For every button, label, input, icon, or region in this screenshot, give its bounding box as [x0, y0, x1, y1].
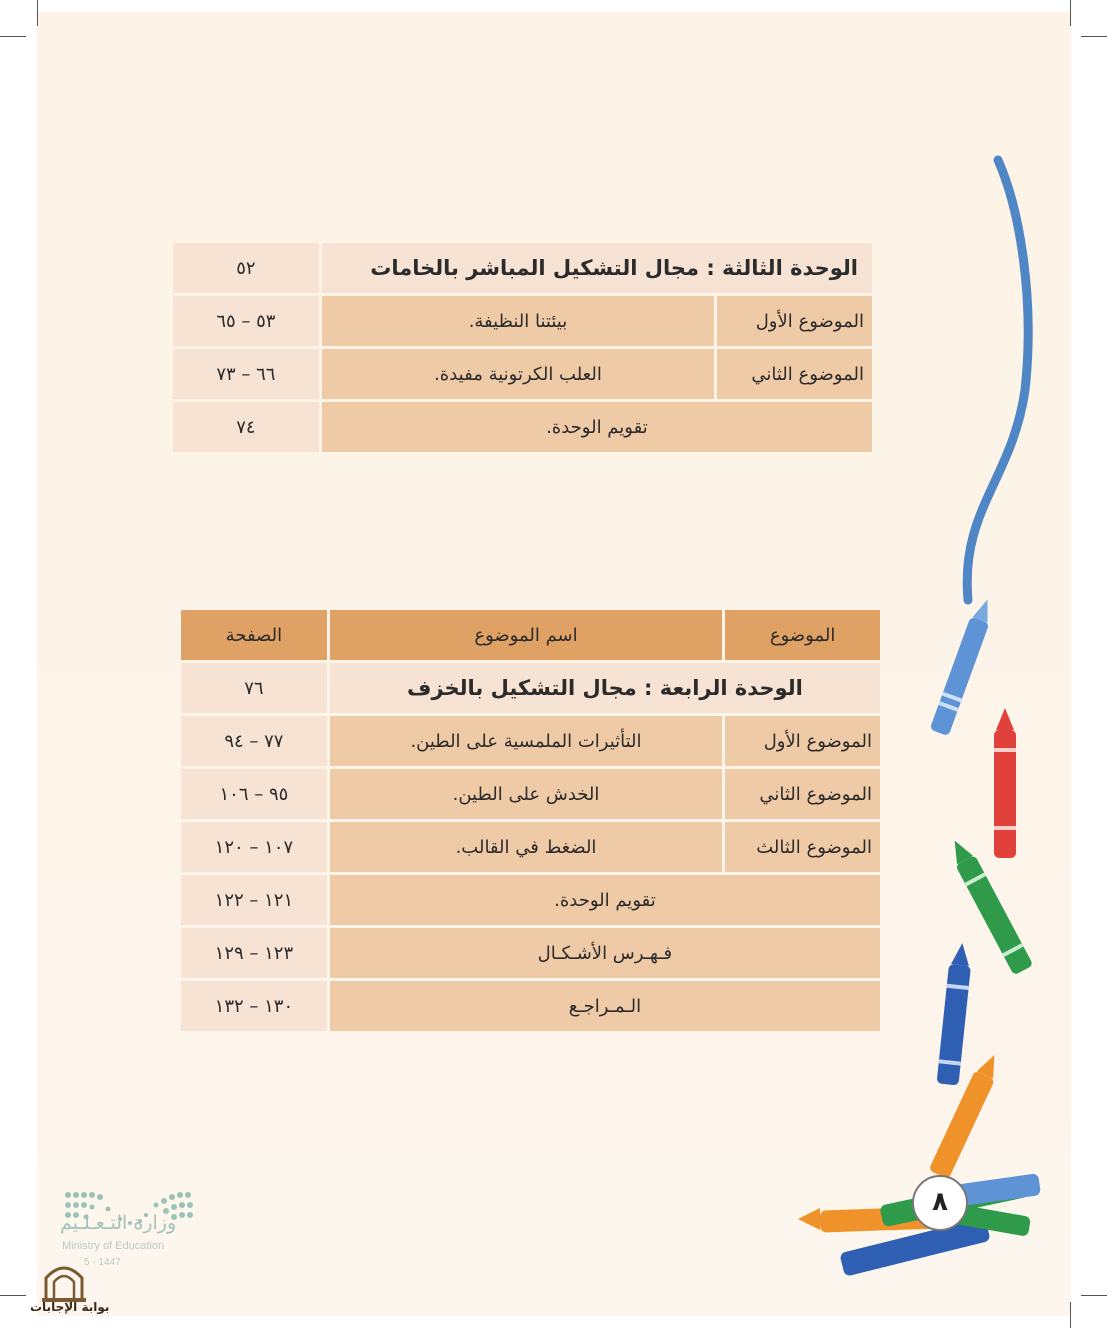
crop-mark	[1070, 1302, 1071, 1328]
topic-label: الموضوع الثاني	[717, 349, 872, 399]
table-row	[181, 928, 880, 978]
crop-mark	[37, 0, 38, 26]
table-row	[173, 296, 872, 346]
unit3-table	[170, 240, 875, 455]
topic-pages: ٩٥ – ١٠٦	[181, 769, 327, 819]
table-row	[181, 822, 880, 872]
unit-review: تقويم الوحدة.	[330, 875, 880, 925]
figures-index: فـهـرس الأشـكـال	[330, 928, 880, 978]
crop-mark	[1081, 36, 1107, 37]
crop-mark	[0, 36, 26, 37]
table-row	[173, 402, 872, 452]
watermark-text: بوابة الإجابات	[30, 1300, 110, 1314]
topic-name: التأثيرات الملمسية على الطين.	[330, 716, 722, 766]
figures-index-page: ١٢٣ – ١٢٩	[181, 928, 327, 978]
unit4-title-row	[181, 663, 880, 713]
table-row	[181, 716, 880, 766]
references-page: ١٣٠ – ١٣٢	[181, 981, 327, 1031]
references: الـمـراجـع	[330, 981, 880, 1031]
unit4-title: الوحدة الرابعة : مجال التشكيل بالخزف	[330, 663, 880, 713]
topic-name: العلب الكرتونية مفيدة.	[322, 349, 714, 399]
topic-name: الخدش على الطين.	[330, 769, 722, 819]
topic-label: الموضوع الأول	[725, 716, 880, 766]
crop-mark	[1081, 1295, 1107, 1296]
topic-pages: ٥٣ – ٦٥	[173, 296, 319, 346]
unit3-page: ٥٢	[173, 243, 319, 293]
topic-label: الموضوع الأول	[717, 296, 872, 346]
darkblue-crayon-icon	[937, 942, 974, 1086]
unit3-title-row	[173, 243, 872, 293]
table-row	[181, 981, 880, 1031]
crop-mark	[0, 1295, 26, 1296]
table-header-row	[181, 610, 880, 660]
topic-pages: ٦٦ – ٧٣	[173, 349, 319, 399]
header-page: الصفحة	[181, 610, 327, 660]
ministry-name-english: Ministry of Education	[62, 1240, 165, 1252]
topic-pages: ١٠٧ – ١٢٠	[181, 822, 327, 872]
ministry-year: 5 - 1447	[84, 1257, 121, 1268]
unit-review: تقويم الوحدة.	[322, 402, 872, 452]
blue-crayon-stroke	[967, 160, 1028, 600]
topic-name: الضغط في القالب.	[330, 822, 722, 872]
table-row	[181, 875, 880, 925]
ministry-name-arabic: وزارة التـعـلـيم	[60, 1212, 177, 1234]
header-topic: الموضوع	[725, 610, 880, 660]
topic-name: بيئتنا النظيفة.	[322, 296, 714, 346]
unit-review-page: ١٢١ – ١٢٢	[181, 875, 327, 925]
unit4-table	[178, 607, 883, 1034]
topic-label: الموضوع الثاني	[725, 769, 880, 819]
unit-review-page: ٧٤	[173, 402, 319, 452]
blue-crayon-icon	[930, 596, 997, 736]
page-number: ٨	[912, 1175, 968, 1231]
red-crayon-icon	[994, 708, 1016, 858]
topic-label: الموضوع الثالث	[725, 822, 880, 872]
unit4-page: ٧٦	[181, 663, 327, 713]
crop-mark	[1070, 0, 1071, 26]
table-row	[173, 349, 872, 399]
unit3-title: الوحدة الثالثة : مجال التشكيل المباشر بالخامات	[322, 243, 872, 293]
crayons-illustration	[790, 150, 1090, 1280]
table-row	[181, 769, 880, 819]
header-topic-name: اسم الموضوع	[330, 610, 722, 660]
topic-pages: ٧٧ – ٩٤	[181, 716, 327, 766]
